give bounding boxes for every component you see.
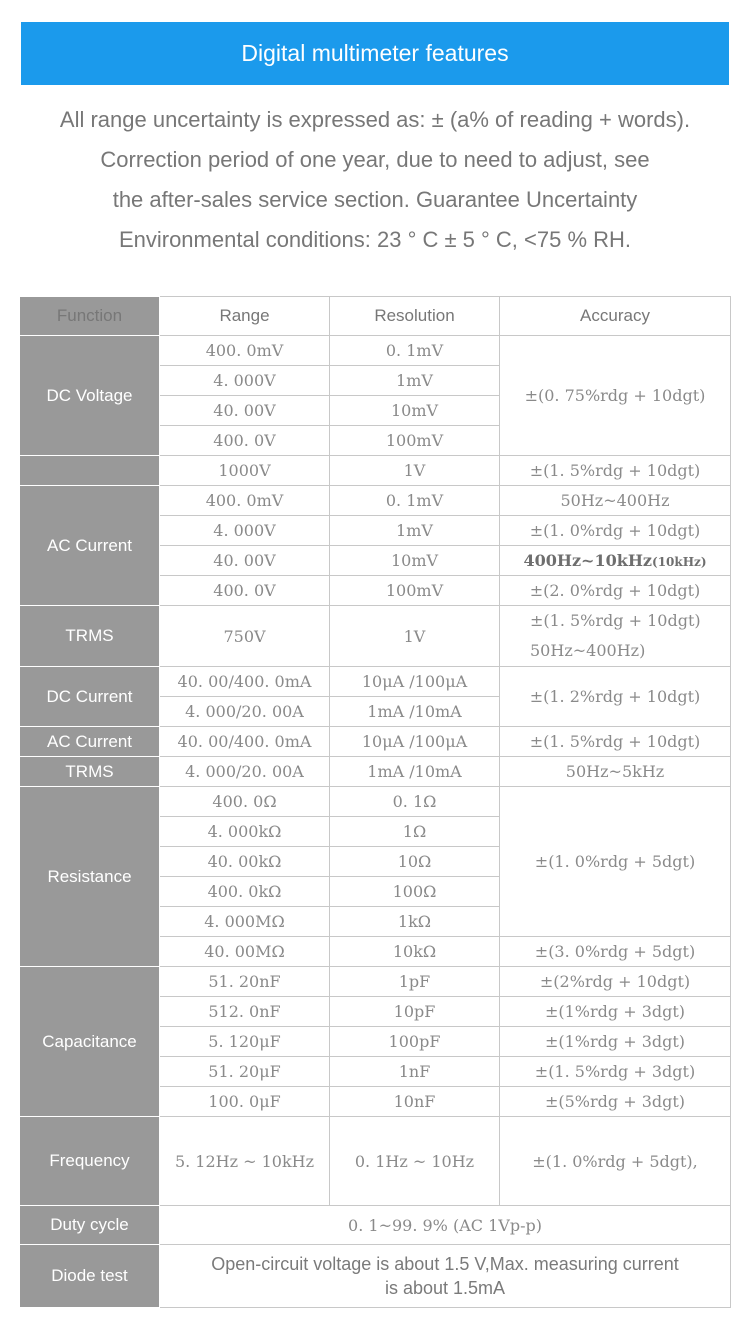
table-row [20,336,731,366]
range-cell: 100. 0μF [160,1087,330,1117]
banner-title: Digital multimeter features [241,40,509,66]
range-cell: 400. 0Ω [160,787,330,817]
accuracy-cell: ±(1. 0%rdg + 5dgt) [500,787,731,937]
table-row [20,456,731,486]
resolution-cell: 10μA /100μA [330,727,500,757]
duty-cycle-value: 0. 1~99. 9% (AC 1Vp-p) [160,1206,731,1245]
table-row [20,967,731,997]
diode-line: Open-circuit voltage is about 1.5 V,Max. measuring current [211,1254,679,1274]
accuracy-cell: ±(1. 5%rdg + 10dgt) [500,456,731,486]
accuracy-cell: 50Hz~5kHz [500,757,731,787]
function-capacitance: Capacitance [20,967,160,1117]
table-row [20,727,731,757]
range-cell: 750V [160,606,330,667]
range-cell: 4. 000MΩ [160,907,330,937]
spec-table [19,296,731,1308]
resolution-cell: 0. 1mV [330,336,500,366]
function-resistance: Resistance [20,787,160,967]
range-cell: 40. 00/400. 0mA [160,667,330,697]
accuracy-cell: ±(1. 0%rdg + 5dgt), [500,1117,731,1206]
header-function: Function [20,297,160,336]
table-row [20,606,731,667]
range-cell: 400. 0V [160,426,330,456]
range-cell: 400. 0mV [160,486,330,516]
accuracy-cell: ±(1%rdg + 3dgt) [500,1027,731,1057]
resolution-cell: 0. 1mV [330,486,500,516]
function-trms-2: TRMS [20,757,160,787]
freq-band-note: (10kHz) [652,555,707,569]
resolution-cell: 1pF [330,967,500,997]
resolution-cell: 10μA /100μA [330,667,500,697]
accuracy-cell: ±(1%rdg + 3dgt) [500,997,731,1027]
resolution-cell: 10nF [330,1087,500,1117]
accuracy-cell: ±(1. 2%rdg + 10dgt) [500,667,731,727]
resolution-cell: 1mV [330,516,500,546]
accuracy-line: 50Hz~400Hz) [530,641,646,660]
resolution-cell: 10mV [330,546,500,576]
resolution-cell: 100pF [330,1027,500,1057]
range-cell: 5. 120μF [160,1027,330,1057]
resolution-cell: 0. 1Hz ~ 10Hz [330,1117,500,1206]
header-banner [21,22,729,85]
resolution-cell: 1nF [330,1057,500,1087]
resolution-cell: 1mA /10mA [330,757,500,787]
range-cell: 4. 000V [160,516,330,546]
range-cell: 1000V [160,456,330,486]
resolution-cell: 1Ω [330,817,500,847]
intro-paragraph [0,100,750,260]
range-cell: 4. 000kΩ [160,817,330,847]
range-cell: 51. 20μF [160,1057,330,1087]
diode-line: is about 1.5mA [384,1278,506,1298]
range-cell: 51. 20nF [160,967,330,997]
table-header-row [20,297,731,336]
table-row [20,1245,731,1308]
resolution-cell: 100Ω [330,877,500,907]
range-cell: 40. 00MΩ [160,937,330,967]
accuracy-cell [500,546,731,576]
freq-band: 400Hz~10kHz [523,551,653,570]
intro-line: the after-sales service section. Guarantee Uncertainty [112,187,638,212]
diode-test-value [160,1245,731,1308]
table-row [20,1117,731,1206]
accuracy-cell: 50Hz~400Hz [500,486,731,516]
resolution-cell: 100mV [330,426,500,456]
intro-line: All range uncertainty is expressed as: ± (a% of reading + words). [59,107,691,132]
resolution-cell: 100mV [330,576,500,606]
function-duty-cycle: Duty cycle [20,1206,160,1245]
range-cell: 40. 00V [160,546,330,576]
resolution-cell: 10pF [330,997,500,1027]
table-row [20,1206,731,1245]
range-cell: 40. 00V [160,396,330,426]
resolution-cell: 1V [330,456,500,486]
function-dc-voltage-cont [20,456,160,486]
accuracy-line: ±(1. 5%rdg + 10dgt) [530,611,701,630]
function-dc-voltage: DC Voltage [20,336,160,456]
accuracy-cell: ±(5%rdg + 3dgt) [500,1087,731,1117]
intro-line: Correction period of one year, due to need to adjust, see [100,147,650,172]
accuracy-cell: ±(2. 0%rdg + 10dgt) [500,576,731,606]
accuracy-cell: ±(1. 5%rdg + 3dgt) [500,1057,731,1087]
range-cell: 40. 00kΩ [160,847,330,877]
header-accuracy: Accuracy [500,297,731,336]
function-ac-current: AC Current [20,486,160,606]
resolution-cell: 10kΩ [330,937,500,967]
accuracy-cell: ±(0. 75%rdg + 10dgt) [500,336,731,456]
range-cell: 400. 0V [160,576,330,606]
accuracy-cell: ±(2%rdg + 10dgt) [500,967,731,997]
intro-line: Environmental conditions: 23 ° C ± 5 ° C, <75 % RH. [118,227,632,252]
function-ac-current-2: AC Current [20,727,160,757]
accuracy-cell: ±(1. 5%rdg + 10dgt) [500,727,731,757]
range-cell: 5. 12Hz ~ 10kHz [160,1117,330,1206]
range-cell: 4. 000/20. 00A [160,757,330,787]
accuracy-cell: ±(3. 0%rdg + 5dgt) [500,937,731,967]
accuracy-cell: ±(1. 0%rdg + 10dgt) [500,516,731,546]
resolution-cell: 1kΩ [330,907,500,937]
header-range: Range [160,297,330,336]
resolution-cell: 0. 1Ω [330,787,500,817]
resolution-cell: 1V [330,606,500,667]
range-cell: 400. 0mV [160,336,330,366]
accuracy-cell [500,606,731,667]
table-row [20,486,731,516]
function-diode-test: Diode test [20,1245,160,1308]
function-trms: TRMS [20,606,160,667]
range-cell: 4. 000V [160,366,330,396]
resolution-cell: 1mV [330,366,500,396]
table-row [20,787,731,817]
resolution-cell: 10Ω [330,847,500,877]
range-cell: 4. 000/20. 00A [160,697,330,727]
range-cell: 40. 00/400. 0mA [160,727,330,757]
resolution-cell: 1mA /10mA [330,697,500,727]
table-row [20,757,731,787]
header-resolution: Resolution [330,297,500,336]
function-frequency: Frequency [20,1117,160,1206]
function-dc-current: DC Current [20,667,160,727]
table-row [20,667,731,697]
range-cell: 400. 0kΩ [160,877,330,907]
range-cell: 512. 0nF [160,997,330,1027]
resolution-cell: 10mV [330,396,500,426]
